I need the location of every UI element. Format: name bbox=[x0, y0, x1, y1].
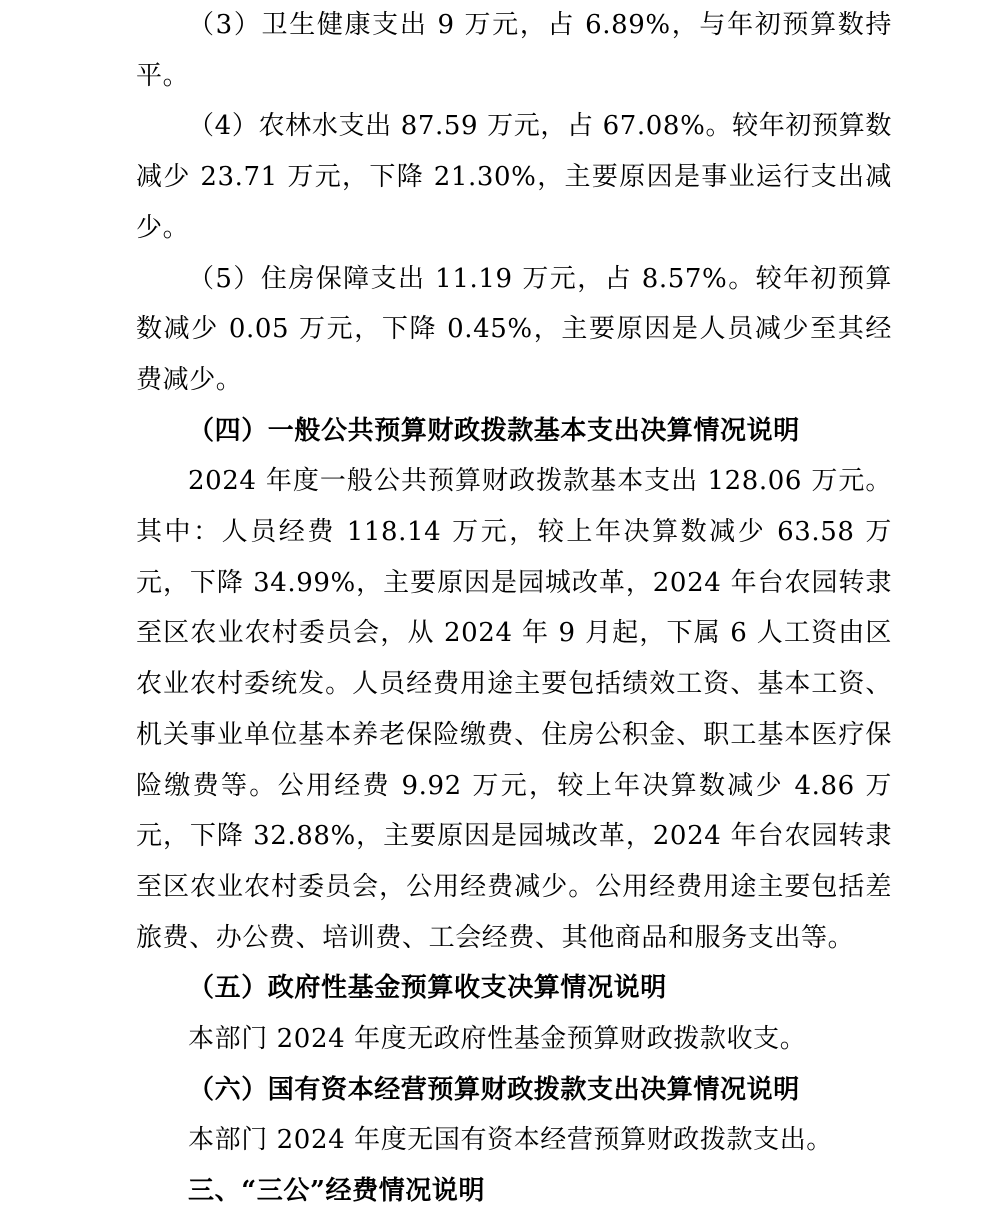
paragraph-housing-expenditure: （5）住房保障支出 11.19 万元，占 8.57%。较年初预算数减少 0.05 万元，下降 0.45%，主要原因是人员减少至其经费减少。 bbox=[136, 263, 892, 395]
paragraph-government-fund: 本部门 2024 年度无政府性基金预算财政拨款收支。 bbox=[188, 1024, 807, 1055]
heading-government-fund: （五）政府性基金预算收支决算情况说明 bbox=[188, 973, 667, 1004]
paragraph-basic-expenditure-detail: 2024 年度一般公共预算财政拨款基本支出 128.06 万元。其中：人员经费 118.14 万元，较上年决算数减少 63.58 万元，下降 34.99%，主要原因是园城改革，2024 年台农园转隶至区农业农村委员会，从 2024 年 9 月起，下属 6 人工资由区农业农村委统发。人员经费用途主要包括绩效工资、基本工资、机关事业单位基本养老保险缴费、住房公积金、职工基本医疗保险缴费等。公用经费 9.92 万元，较上年决算数减少 4.86 万元，下降 32.88%，主要原因是园城改革，2024 年台农园转隶至区农业农村委员会，公用经费减少。公用经费用途主要包括差旅费、办公费、培训费、工会经费、其他商品和服务支出等。 bbox=[136, 466, 892, 953]
document-page bbox=[136, 0, 892, 1207]
heading-basic-expenditure: （四）一般公共预算财政拨款基本支出决算情况说明 bbox=[188, 415, 800, 446]
section-three-public-expenses: 三、“三公”经费情况说明 bbox=[188, 1176, 486, 1207]
paragraph-health-expenditure: （3）卫生健康支出 9 万元，占 6.89%，与年初预算数持平。 bbox=[136, 10, 892, 91]
paragraph-state-capital: 本部门 2024 年度无国有资本经营预算财政拨款支出。 bbox=[188, 1125, 833, 1156]
heading-state-capital: （六）国有资本经营预算财政拨款支出决算情况说明 bbox=[188, 1074, 800, 1105]
paragraph-agriculture-expenditure: （4）农林水支出 87.59 万元，占 67.08%。较年初预算数减少 23.71 万元，下降 21.30%，主要原因是事业运行支出减少。 bbox=[136, 111, 892, 243]
